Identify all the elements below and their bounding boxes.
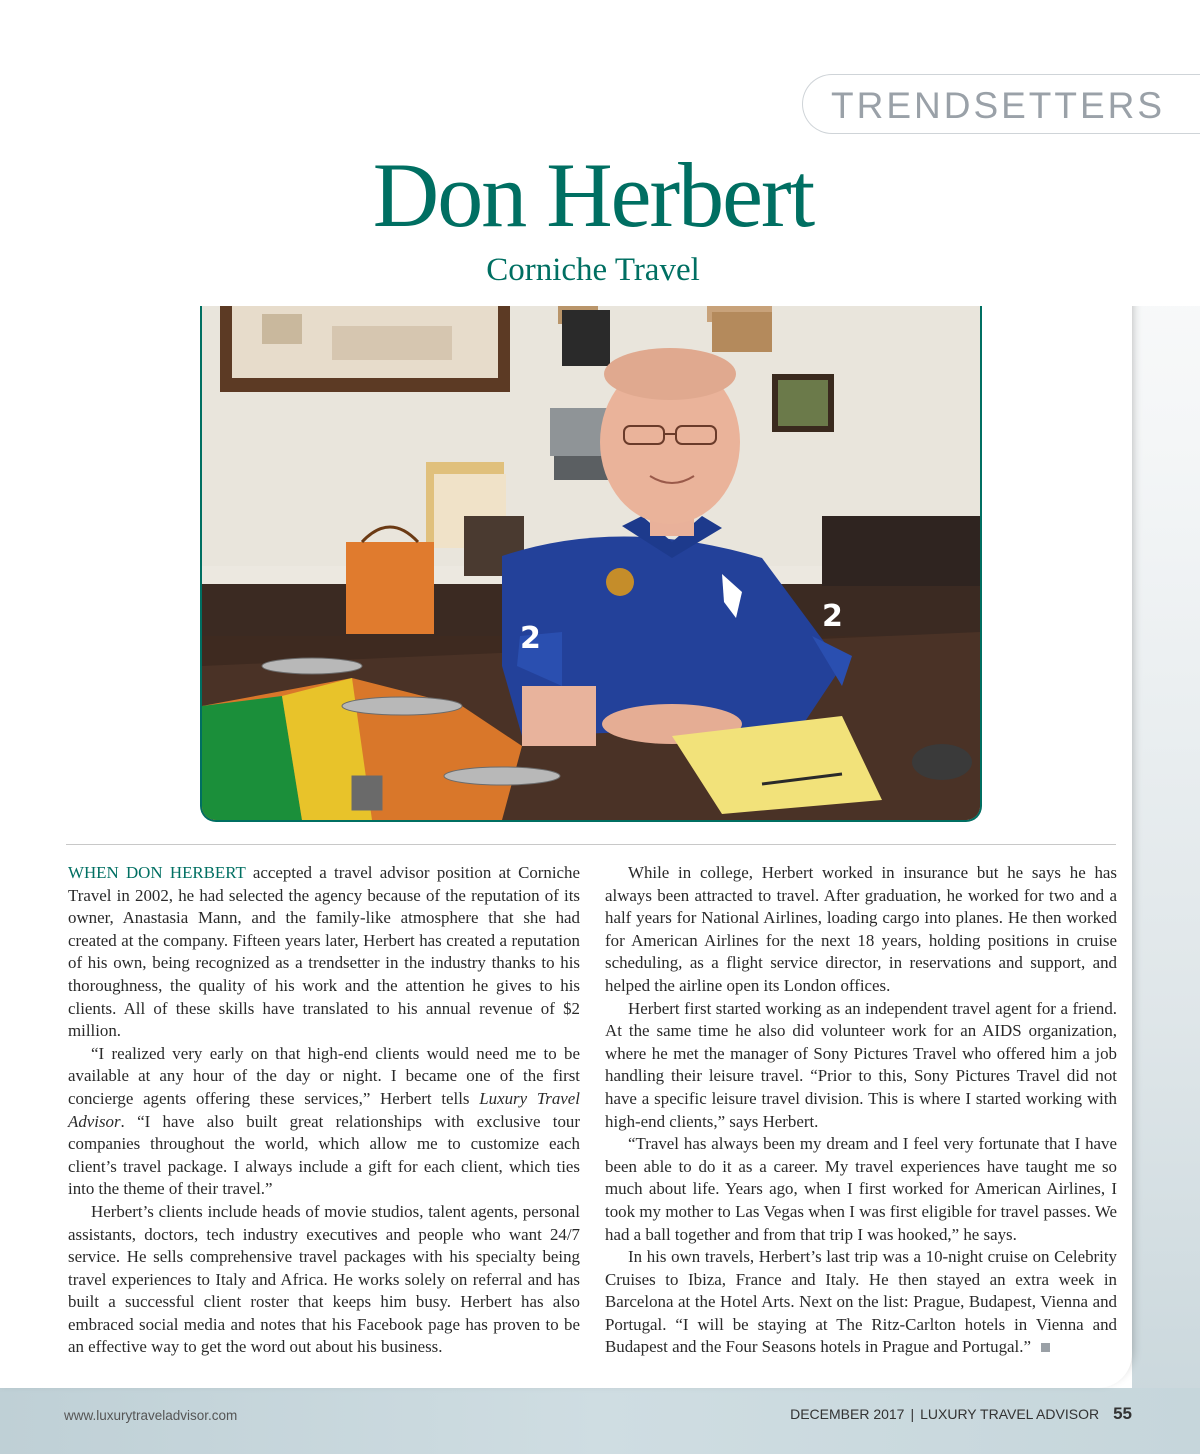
- paragraph: Herbert first started working as an independent travel agent for a friend. At the same time he also did volunteer work for an AIDS organization, where he met the manager of Sony Pictures Travel who offered him a job handling their leisure travel. “Prior to this, Sony Pictures Travel did not have a specific leisure travel division. This is where I started working with high-end clients,” says Herbert.: [605, 998, 1117, 1131]
- article-title: Don Herbert: [372, 144, 814, 246]
- jersey-number-right: 2: [822, 599, 843, 634]
- article-column-right: [605, 862, 1117, 1359]
- lead-in: WHEN DON HERBERT: [68, 863, 246, 882]
- paragraph-text: In his own travels, Herbert’s last trip was a 10-night cruise on Celebrity Cruises to Ibiza, France and Italy. He then stayed an extra week in Barcelona at the Hotel Arts. Next on the list: Prague, Budapest, Vienna and Portugal. “I will be staying at The Ritz-Carlton hotels in Vienna and Budapest and the Four Seasons hotels in Prague and Portugal.”: [605, 1247, 1117, 1357]
- end-mark-icon: [1041, 1343, 1050, 1352]
- footer-magazine: LUXURY TRAVEL ADVISOR: [920, 1406, 1100, 1422]
- paragraph-text: “I realized very early on that high-end clients would need me to be available at any hour of the day or night. I became one of the first concierge agents offering these services,” Herbert tells: [68, 1043, 580, 1108]
- paragraph: While in college, Herbert worked in insurance but he says he has always been attracted to travel. After graduation, he worked for two and a half years for National Airlines, loading cargo into planes. He then worked for American Airlines for the next 18 years, holding positions in cruise scheduling, as a flight service director, in reservations and support, and helped the airline open its London offices.: [605, 863, 1117, 995]
- article-header: [0, 0, 1200, 306]
- footer-folio: [790, 1404, 1132, 1424]
- article-column-left: [68, 862, 580, 1359]
- paragraph: [68, 1043, 580, 1201]
- jersey-number-left: 2: [520, 621, 541, 656]
- portrait-photo: [200, 306, 982, 822]
- article-subtitle: Corniche Travel: [486, 252, 700, 288]
- paragraph: “Travel has always been my dream and I feel very fortunate that I have been able to do it as a career. My travel experiences have taught me so much about life. Years ago, when I first worked for American Airlines, I took my mother to Las Vegas when I was first eligible for travel passes. We had a ball together and from that trip I was hooked,” he says.: [605, 1134, 1117, 1244]
- footer-url: www.luxurytraveladvisor.com: [64, 1408, 238, 1423]
- paragraph-text: accepted a travel advisor position at Corniche Travel in 2002, he had selected the agency because of the reputation of its owner, Anastasia Mann, and the family-like atmosphere that she had created at the company. Fifteen years later, Herbert has created a reputation of his own, being recognized as a trendsetter in the industry thanks to his thoroughness, the quality of his work and the attention he gives to his clients. All of these skills have translated to his annual revenue of $2 million.: [68, 863, 580, 1041]
- page-number: 55: [1113, 1404, 1132, 1423]
- paragraph-text: . “I have also built great relationships with exclusive tour companies throughout the world, which allow me to customize each client’s travel package. I always include a gift for each client, which ties into the theme of their travel.”: [68, 1111, 580, 1199]
- paragraph: [68, 862, 580, 1043]
- publication-name: Luxury Travel Advisor: [68, 1088, 580, 1131]
- paragraph: Herbert’s clients include heads of movie studios, talent agents, personal assistants, doctors, tech industry executives and people who want 24/7 service. He sells comprehensive travel packages with his specialty being travel experiences to Italy and Africa. He works solely on referral and has built a successful client roster that keeps him busy. Herbert has also embraced social media and notes that his Facebook page has proven to be an effective way to get the word out about his business.: [68, 1201, 580, 1357]
- section-label: TRENDSETTERS: [831, 85, 1166, 126]
- paragraph: [605, 1246, 1117, 1359]
- footer-issue: DECEMBER 2017: [790, 1406, 905, 1422]
- section-tab: [802, 74, 1200, 134]
- footer-separator: |: [910, 1406, 915, 1422]
- divider-rule: [66, 844, 1116, 845]
